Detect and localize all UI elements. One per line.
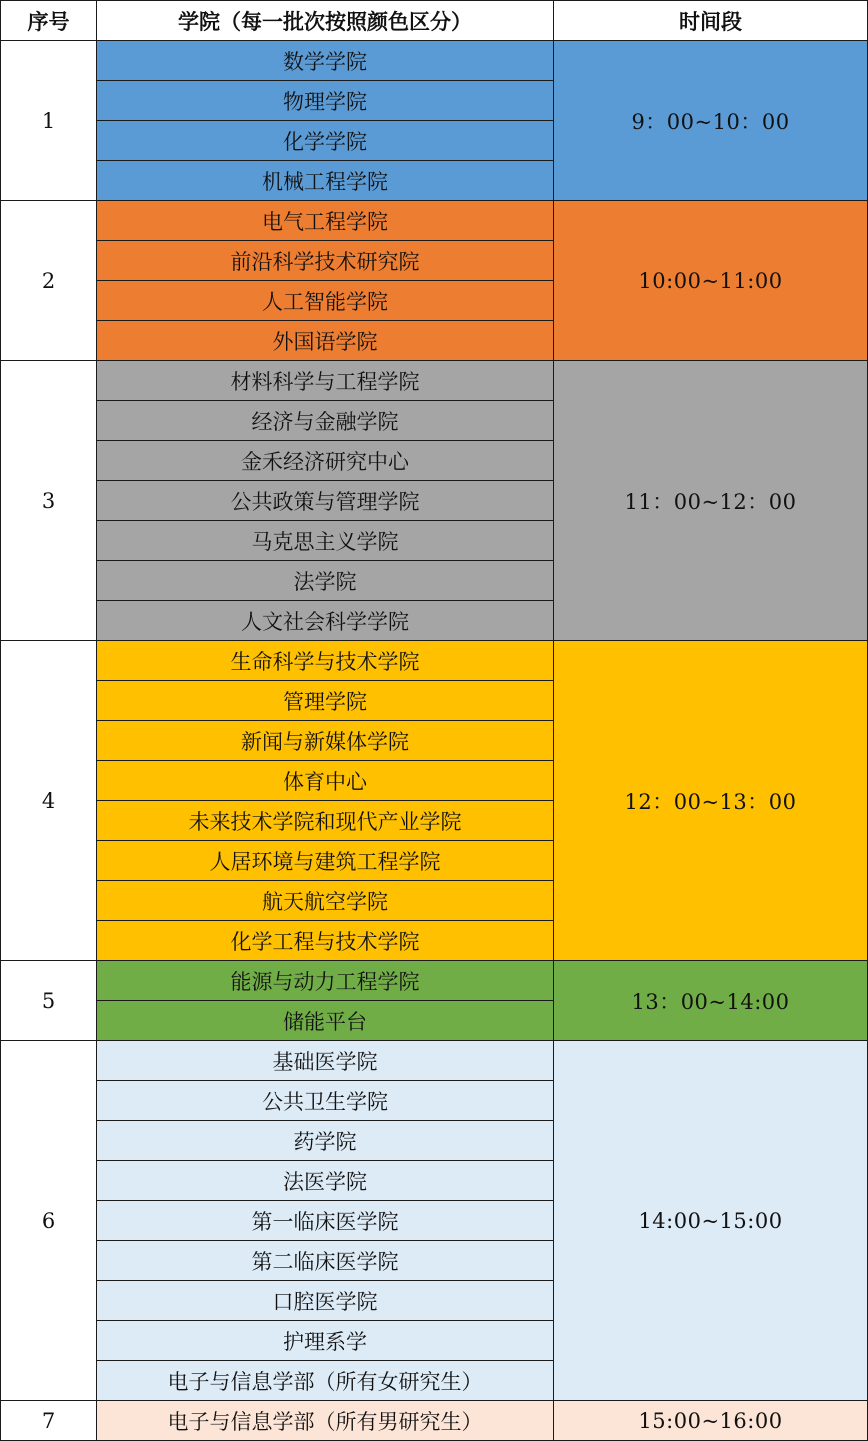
school-cell: 管理学院 bbox=[97, 681, 554, 721]
school-cell: 未来技术学院和现代产业学院 bbox=[97, 801, 554, 841]
school-cell: 化学学院 bbox=[97, 121, 554, 161]
table-row bbox=[1, 1041, 868, 1081]
school-cell: 前沿科学技术研究院 bbox=[97, 241, 554, 281]
time-slot: 10:00~11:00 bbox=[554, 201, 868, 361]
batch-index: 4 bbox=[1, 641, 97, 961]
school-cell: 护理系学 bbox=[97, 1321, 554, 1361]
school-cell: 人文社会科学学院 bbox=[97, 601, 554, 641]
school-cell: 马克思主义学院 bbox=[97, 521, 554, 561]
time-slot: 12：00~13：00 bbox=[554, 641, 868, 961]
school-cell: 物理学院 bbox=[97, 81, 554, 121]
time-slot: 11：00~12：00 bbox=[554, 361, 868, 641]
school-cell: 化学工程与技术学院 bbox=[97, 921, 554, 961]
school-cell: 航天航空学院 bbox=[97, 881, 554, 921]
school-cell: 口腔医学院 bbox=[97, 1281, 554, 1321]
header-row bbox=[1, 1, 868, 41]
school-cell: 药学院 bbox=[97, 1121, 554, 1161]
school-cell: 经济与金融学院 bbox=[97, 401, 554, 441]
school-cell: 能源与动力工程学院 bbox=[97, 961, 554, 1001]
school-cell: 基础医学院 bbox=[97, 1041, 554, 1081]
school-cell: 公共卫生学院 bbox=[97, 1081, 554, 1121]
time-slot: 15:00~16:00 bbox=[554, 1401, 868, 1441]
school-cell: 法学院 bbox=[97, 561, 554, 601]
time-slot: 13：00~14:00 bbox=[554, 961, 868, 1041]
school-cell: 电气工程学院 bbox=[97, 201, 554, 241]
table-row bbox=[1, 201, 868, 241]
school-cell: 体育中心 bbox=[97, 761, 554, 801]
batch-index: 1 bbox=[1, 41, 97, 201]
school-cell: 人居环境与建筑工程学院 bbox=[97, 841, 554, 881]
school-cell: 外国语学院 bbox=[97, 321, 554, 361]
table-row bbox=[1, 1401, 868, 1441]
table-row bbox=[1, 641, 868, 681]
school-cell: 生命科学与技术学院 bbox=[97, 641, 554, 681]
schedule-body bbox=[1, 41, 868, 1441]
table-row bbox=[1, 41, 868, 81]
header-time: 时间段 bbox=[554, 1, 868, 41]
batch-index: 2 bbox=[1, 201, 97, 361]
school-cell: 电子与信息学部（所有男研究生） bbox=[97, 1401, 554, 1441]
school-cell: 第二临床医学院 bbox=[97, 1241, 554, 1281]
school-cell: 金禾经济研究中心 bbox=[97, 441, 554, 481]
school-cell: 新闻与新媒体学院 bbox=[97, 721, 554, 761]
school-cell: 公共政策与管理学院 bbox=[97, 481, 554, 521]
school-cell: 电子与信息学部（所有女研究生） bbox=[97, 1361, 554, 1401]
school-cell: 法医学院 bbox=[97, 1161, 554, 1201]
school-cell: 材料科学与工程学院 bbox=[97, 361, 554, 401]
batch-index: 6 bbox=[1, 1041, 97, 1401]
table-row bbox=[1, 361, 868, 401]
school-cell: 机械工程学院 bbox=[97, 161, 554, 201]
time-slot: 14:00~15:00 bbox=[554, 1041, 868, 1401]
school-cell: 第一临床医学院 bbox=[97, 1201, 554, 1241]
batch-index: 5 bbox=[1, 961, 97, 1041]
batch-index: 7 bbox=[1, 1401, 97, 1441]
header-index: 序号 bbox=[1, 1, 97, 41]
header-school: 学院（每一批次按照颜色区分） bbox=[97, 1, 554, 41]
table-row bbox=[1, 961, 868, 1001]
school-cell: 人工智能学院 bbox=[97, 281, 554, 321]
school-cell: 数学学院 bbox=[97, 41, 554, 81]
time-slot: 9：00~10：00 bbox=[554, 41, 868, 201]
batch-index: 3 bbox=[1, 361, 97, 641]
school-cell: 储能平台 bbox=[97, 1001, 554, 1041]
